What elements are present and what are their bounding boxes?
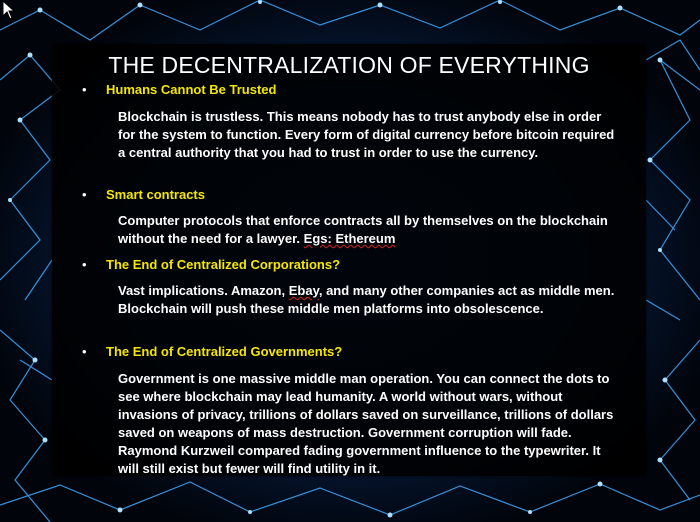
smart-contracts-text: Computer protocols that enforce contracts all by themselves on the blockchain without the need for a lawyer. [118,213,608,246]
section-body-corporations [118,282,618,318]
section-heading-smart-contracts: Smart contracts [106,187,205,202]
slide-title: THE DECENTRALIZATION OF EVERYTHING [108,52,590,78]
section-body-governments: Government is one massive middle man operation. You can connect the dots to see where blockchain may lead humanity. A world without wars, without invasions of privacy, trillions of dollars saved on surveillance, trillions of dollars saved on weapons of mass destruction. Government corruption will fade. Raymond Kurzweil compared fading government influence to the typewriter. It will still exist but fewer will find utility in it. [118,371,614,476]
corporations-text-end: , and many other companies act as middle men. Blockchain will push these middle men platforms into obsolescence. [118,283,615,316]
corporations-text-start: Vast implications. Amazon, [118,283,289,298]
bullet-icon: • [82,82,87,97]
bullet-icon: • [82,187,87,202]
section-body-humans: Blockchain is trustless. This means nobody has to trust anybody else in order for the system to function. Every form of digital currency before bitcoin required a central authority that you had to trust in order to use the currency. [118,109,615,160]
section-heading-humans: Humans Cannot Be Trusted [106,82,277,97]
spellcheck-marked-text: Egs: Ethereum [303,231,396,246]
spellcheck-marked-text: Ebay [288,283,319,298]
bullet-icon: • [82,257,87,272]
section-heading-governments: The End of Centralized Governments? [106,344,343,359]
mouse-pointer-icon [2,0,16,20]
slide-content-panel [52,44,646,476]
section-body-smart-contracts [118,212,618,248]
section-heading-corporations: The End of Centralized Corporations? [106,257,341,272]
bullet-icon: • [82,344,87,359]
